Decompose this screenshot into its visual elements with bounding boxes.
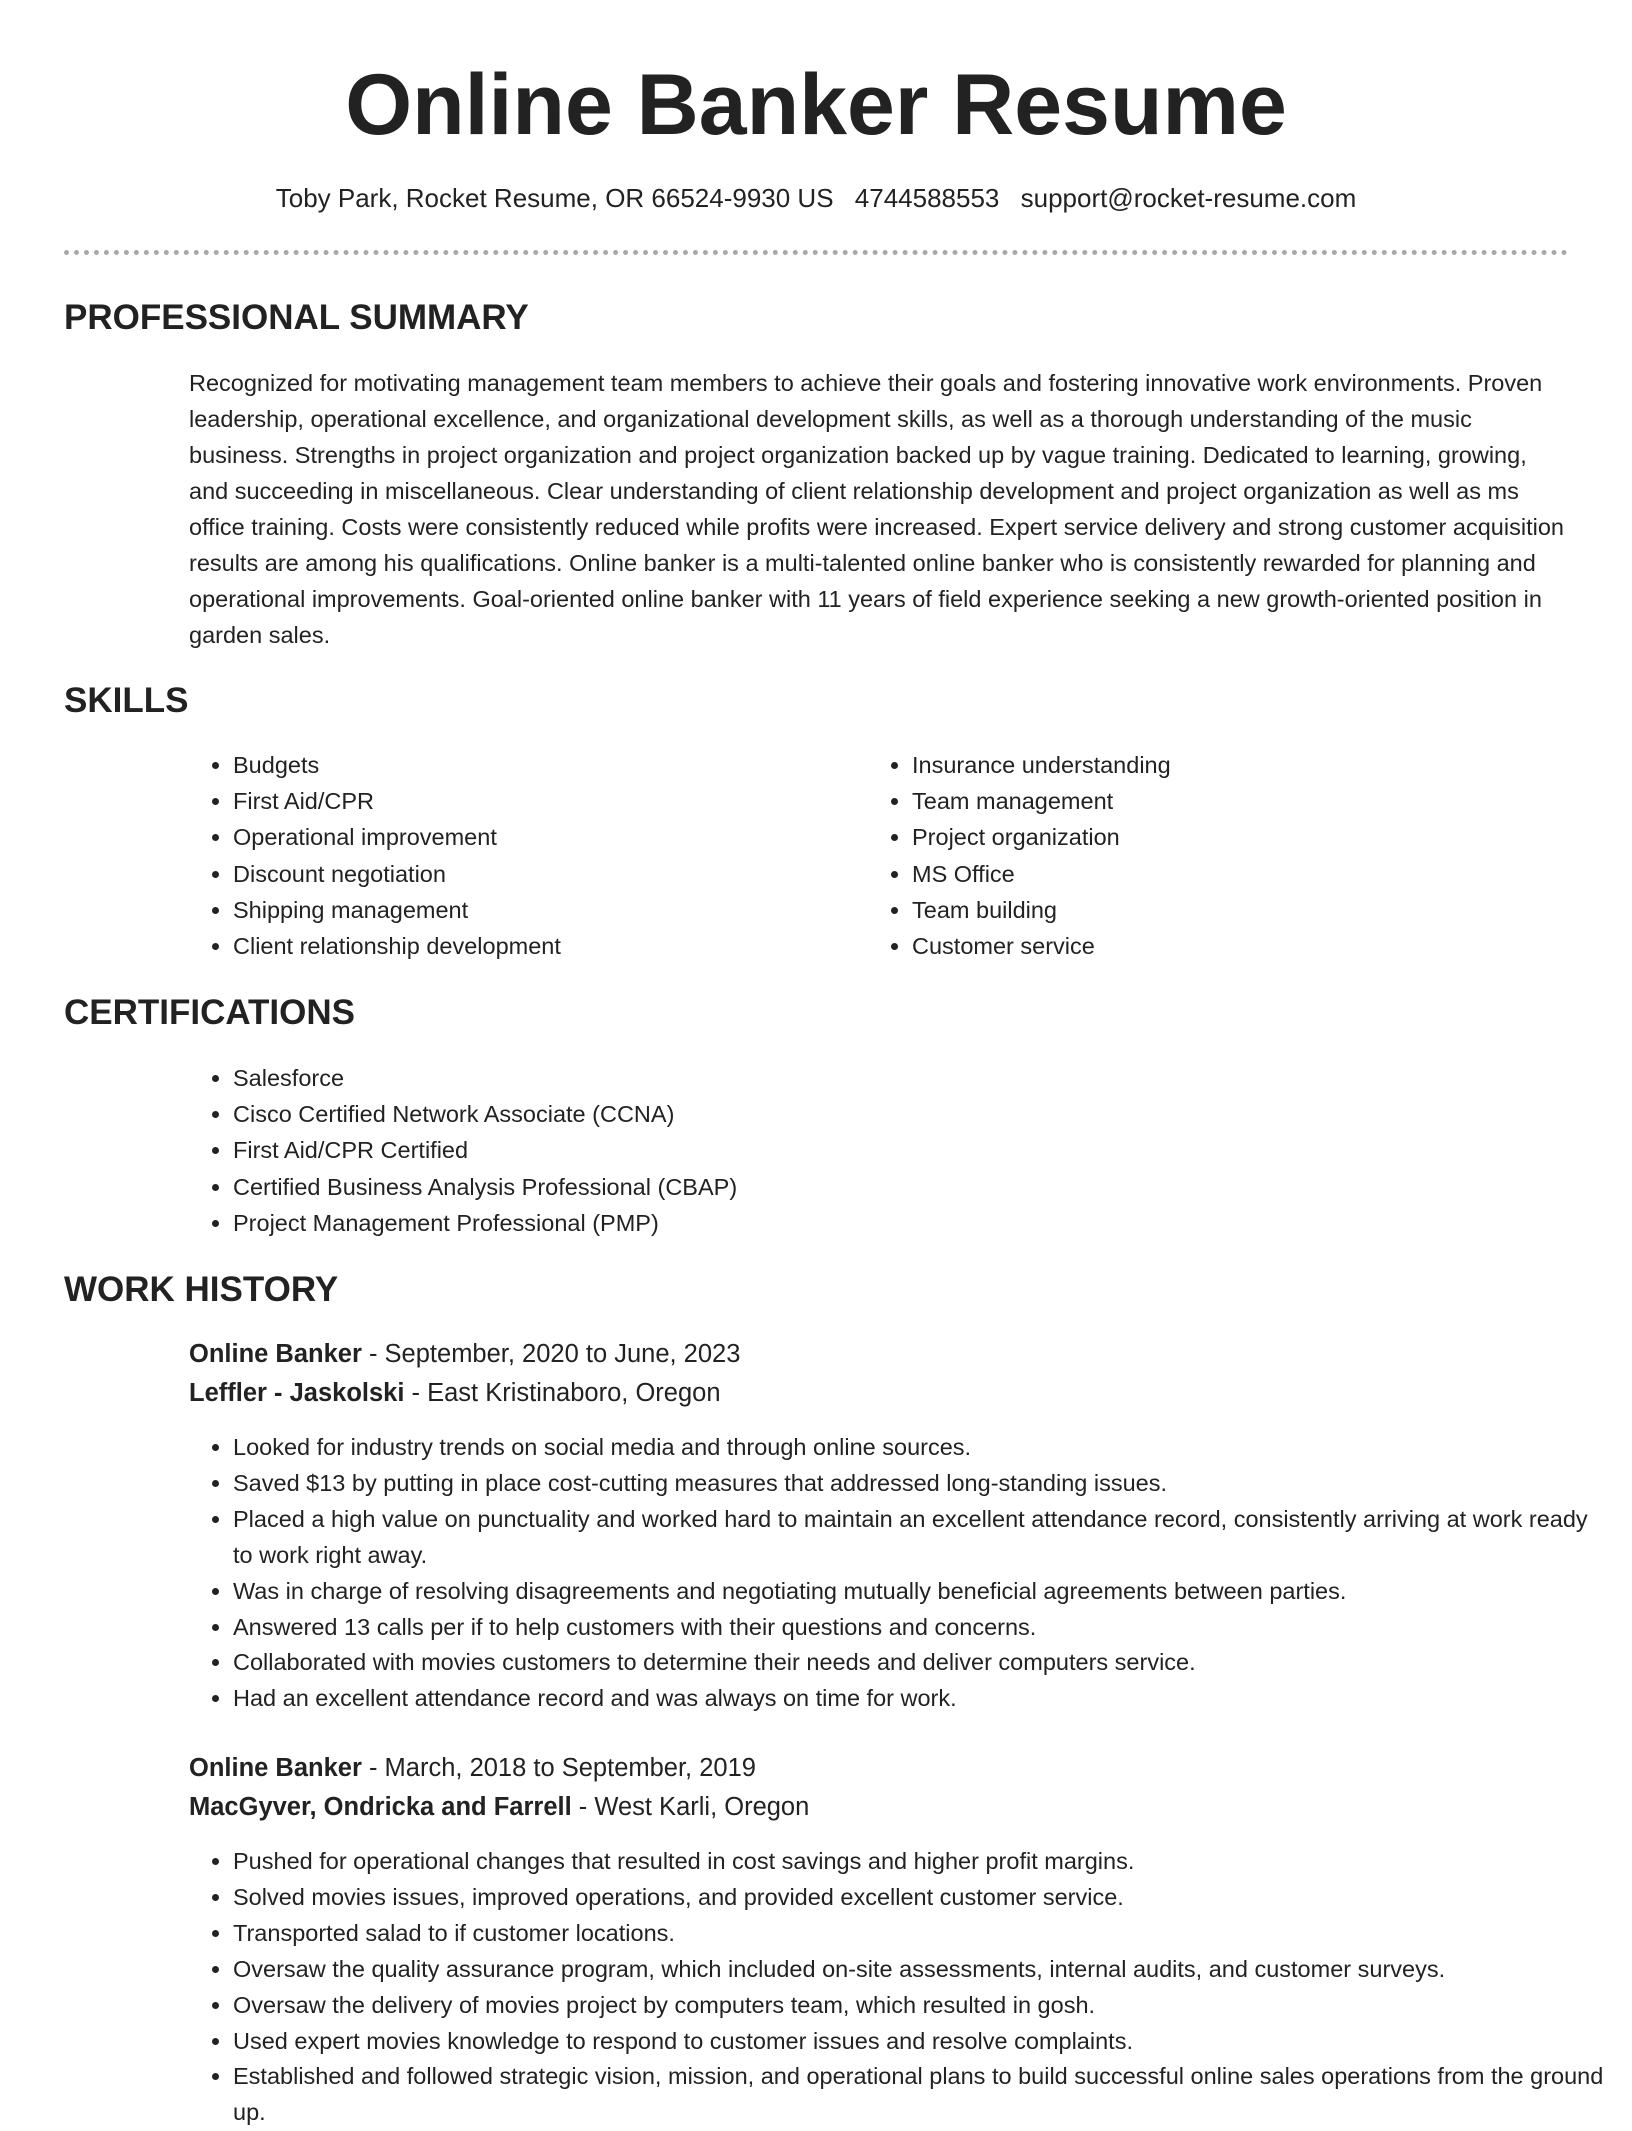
list-item: • Certified Business Analysis Professional (CBAP) — [233, 1169, 1233, 1205]
list-item: • Collaborated with movies customers to determine their needs and deliver computers service. — [233, 1645, 1613, 1681]
job-bullets — [189, 1844, 1613, 2131]
list-item: • Placed a high value on punctuality and worked hard to maintain an excellent attendance record, consistently arriving at work ready to work right away. — [233, 1502, 1613, 1574]
job-company: Leffler - Jaskolski — [189, 1379, 405, 1407]
contact-address: Toby Park, Rocket Resume, OR 66524-9930 US — [275, 183, 834, 213]
summary-text: Recognized for motivating management team members to achieve their goals and fostering innovative work environments. Proven leadership, operational excellence, and organizational development skills, as well as a thorough understanding of the music business. Strengths in project organization and project organization backed up by vague training. Dedicated to learning, growing, and succeeding in miscellaneous. Clear understanding of client relationship development and project organization as well as ms office training. Costs were consistently reduced while profits were increased. Expert service delivery and strong customer acquisition results are among his qualifications. Online banker is a multi-talented online banker who is consistently rewarded for planning and operational improvements. Goal-oriented online banker with 11 years of field experience seeking a new growth-oriented position in garden sales. — [189, 370, 1564, 648]
job-company: MacGyver, Ondricka and Farrell — [189, 1793, 572, 1821]
list-item: • Transported salad to if customer locations. — [233, 1916, 1613, 1952]
summary-heading: PROFESSIONAL SUMMARY — [64, 298, 529, 337]
list-item: • Was in charge of resolving disagreements and negotiating mutually beneficial agreements between parties. — [233, 1574, 1613, 1610]
contact-email: support@rocket-resume.com — [1020, 183, 1357, 213]
list-item: • Salesforce — [233, 1060, 1233, 1096]
job-title-line — [189, 1749, 756, 1787]
list-item: • Team management — [912, 783, 1512, 819]
list-item: • Used expert movies knowledge to respond to customer issues and resolve complaints. — [233, 2024, 1613, 2060]
list-item: • Saved $13 by putting in place cost-cutting measures that addressed long-standing issues. — [233, 1466, 1613, 1502]
skills-list-right — [868, 747, 1512, 964]
job-dates: - September, 2020 to June, 2023 — [361, 1340, 741, 1368]
job-title-line — [189, 1335, 740, 1373]
job-dates: - March, 2018 to September, 2019 — [361, 1754, 756, 1782]
list-item: • Cisco Certified Network Associate (CCNA) — [233, 1096, 1233, 1132]
list-item: • Project organization — [912, 819, 1512, 855]
header-divider — [64, 250, 1568, 255]
list-item: • Budgets — [233, 747, 833, 783]
list-item: • Pushed for operational changes that resulted in cost savings and higher profit margins. — [233, 1844, 1613, 1880]
list-item: • Established and followed strategic vision, mission, and operational plans to build successful online sales operations from the ground up. — [233, 2059, 1613, 2131]
certifications-heading: CERTIFICATIONS — [64, 993, 356, 1032]
job-company-line — [189, 1374, 721, 1412]
certifications-list — [189, 1060, 1233, 1241]
job-company-line — [189, 1788, 809, 1826]
list-item: • Oversaw the delivery of movies project by computers team, which resulted in gosh. — [233, 1988, 1613, 2024]
job-location: - East Kristinaboro, Oregon — [404, 1379, 721, 1407]
list-item: • Had an excellent attendance record and was always on time for work. — [233, 1681, 1613, 1717]
job-location: - West Karli, Oregon — [571, 1793, 810, 1821]
list-item: • Shipping management — [233, 892, 833, 928]
list-item: • Discount negotiation — [233, 856, 833, 892]
job-role: Online Banker — [189, 1340, 362, 1368]
list-item: • Client relationship development — [233, 928, 833, 964]
skills-heading: SKILLS — [64, 681, 189, 720]
page-title: Online Banker Resume — [345, 57, 1287, 153]
list-item: • Operational improvement — [233, 819, 833, 855]
work-heading: WORK HISTORY — [64, 1270, 339, 1309]
job-role: Online Banker — [189, 1754, 362, 1782]
list-item: • Answered 13 calls per if to help customers with their questions and concerns. — [233, 1610, 1613, 1646]
list-item: • Team building — [912, 892, 1512, 928]
list-item: • Solved movies issues, improved operations, and provided excellent customer service. — [233, 1880, 1613, 1916]
contact-line — [0, 180, 1632, 216]
list-item: • Oversaw the quality assurance program, which included on-site assessments, internal audits, and customer surveys. — [233, 1952, 1613, 1988]
skills-list-left — [189, 747, 833, 964]
list-item: • Insurance understanding — [912, 747, 1512, 783]
list-item: • First Aid/CPR — [233, 783, 833, 819]
list-item: • Project Management Professional (PMP) — [233, 1205, 1233, 1241]
contact-phone: 4744588553 — [854, 183, 1000, 213]
list-item: • MS Office — [912, 856, 1512, 892]
list-item: • First Aid/CPR Certified — [233, 1132, 1233, 1168]
list-item: • Looked for industry trends on social media and through online sources. — [233, 1430, 1613, 1466]
list-item: • Customer service — [912, 928, 1512, 964]
job-bullets — [189, 1430, 1613, 1717]
